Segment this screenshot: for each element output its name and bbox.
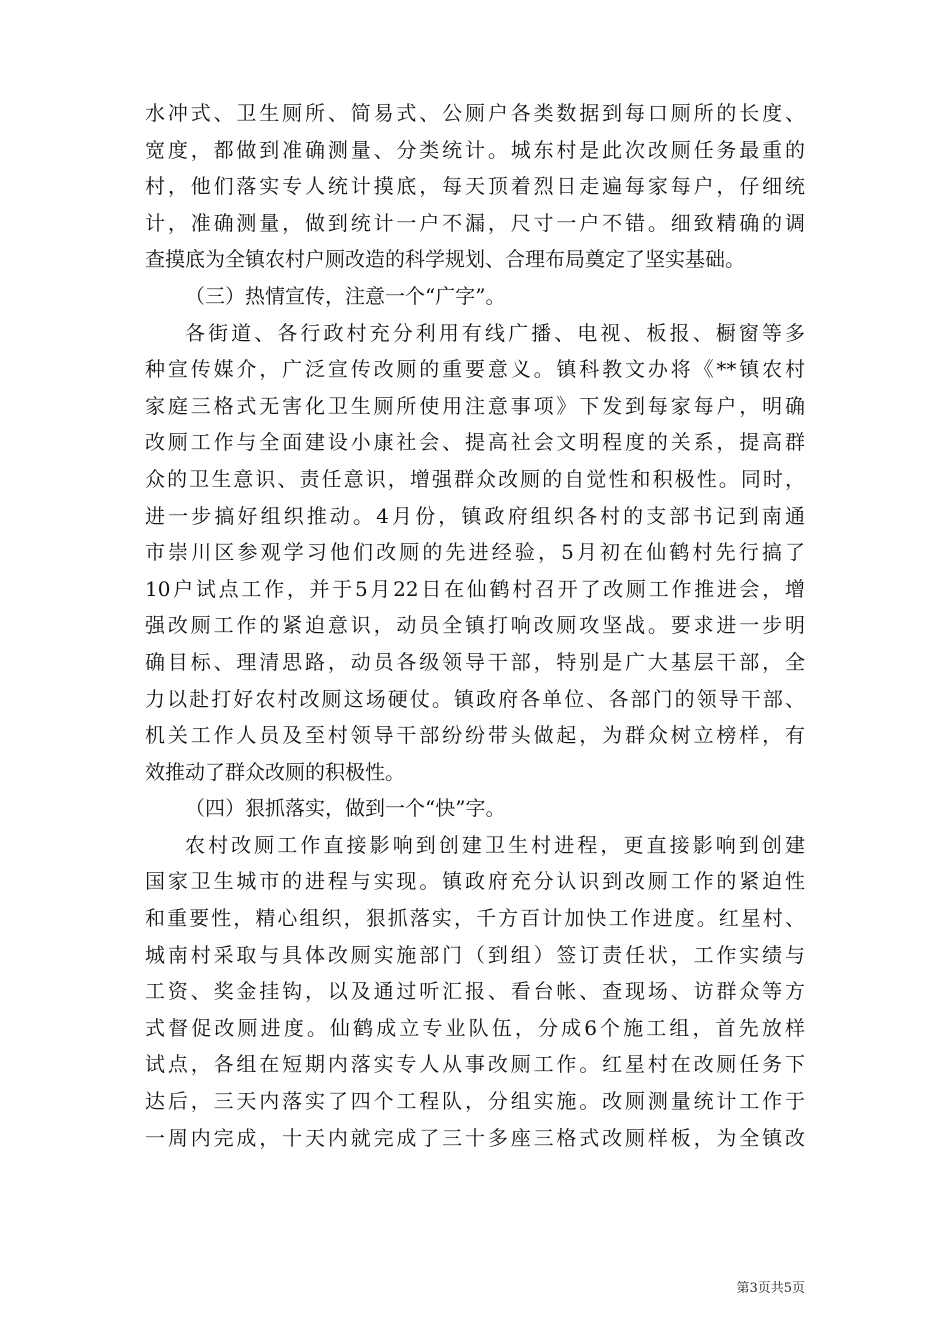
paragraph-line: 10户试点工作，并于5月22日在仙鹤村召开了改厕工作推进会，增 — [145, 576, 805, 601]
section-heading: （四）狠抓落实，做到一个“快”字。 — [185, 796, 506, 821]
paragraph-line: 确目标、理清思路，动员各级领导干部，特别是广大基层干部，全 — [145, 649, 805, 674]
paragraph-line: 家庭三格式无害化卫生厕所使用注意事项》下发到每家每户，明确 — [145, 393, 805, 418]
paragraph-line: 众的卫生意识、责任意识，增强群众改厕的自觉性和积极性。同时， — [145, 466, 805, 491]
paragraph-line: 村，他们落实专人统计摸底，每天顶着烈日走遍每家每户，仔细统 — [145, 174, 805, 199]
paragraph-line: 和重要性，精心组织，狠抓落实，千方百计加快工作进度。红星村、 — [145, 906, 805, 931]
paragraph-line: 计，准确测量，做到统计一户不漏，尺寸一户不错。细致精确的调 — [145, 210, 805, 235]
paragraph-line: 宽度，都做到准确测量、分类统计。城东村是此次改厕任务最重的 — [145, 137, 805, 162]
paragraph-line: 达后，三天内落实了四个工程队，分组实施。改厕测量统计工作于 — [145, 1089, 805, 1114]
page-number: 第3页共5页 — [736, 1281, 805, 1296]
paragraph-line: 种宣传媒介，广泛宣传改厕的重要意义。镇科教文办将《**镇农村 — [145, 357, 805, 382]
paragraph-line: 改厕工作与全面建设小康社会、提高社会文明程度的关系，提高群 — [145, 430, 805, 455]
paragraph-line: 城南村采取与具体改厕实施部门（到组）签订责任状，工作实绩与 — [145, 942, 805, 967]
paragraph-line: 试点，各组在短期内落实专人从事改厕工作。红星村在改厕任务下 — [145, 1052, 805, 1077]
paragraph-line: 机关工作人员及至村领导干部纷纷带头做起，为群众树立榜样，有 — [145, 723, 805, 748]
paragraph-line: 市崇川区参观学习他们改厕的先进经验，5月初在仙鹤村先行搞了 — [145, 540, 805, 565]
paragraph-line: 国家卫生城市的进程与实现。镇政府充分认识到改厕工作的紧迫性 — [145, 869, 805, 894]
paragraph-line: 一周内完成，十天内就完成了三十多座三格式改厕样板，为全镇改 — [145, 1125, 805, 1150]
paragraph-line: 效推动了群众改厕的积极性。 — [145, 759, 405, 784]
paragraph-line: 式督促改厕进度。仙鹤成立专业队伍，分成6个施工组，首先放样 — [145, 1015, 805, 1040]
paragraph-line: 各街道、各行政村充分利用有线广播、电视、板报、橱窗等多 — [185, 320, 805, 345]
paragraph-line: 农村改厕工作直接影响到创建卫生村进程，更直接影响到创建 — [185, 832, 805, 857]
section-heading: （三）热情宣传，注意一个“广字”。 — [185, 283, 506, 308]
paragraph-line: 查摸底为全镇农村户厕改造的科学规划、合理布局奠定了坚实基础。 — [145, 247, 745, 272]
paragraph-line: 工资、奖金挂钩，以及通过听汇报、看台帐、查现场、访群众等方 — [145, 979, 805, 1004]
paragraph-line: 进一步搞好组织推动。4月份，镇政府组织各村的支部书记到南通 — [145, 503, 805, 528]
body-text — [145, 95, 805, 1156]
paragraph-line: 强改厕工作的紧迫意识，动员全镇打响改厕攻坚战。要求进一步明 — [145, 613, 805, 638]
paragraph-line: 力以赴打好农村改厕这场硬仗。镇政府各单位、各部门的领导干部、 — [145, 686, 805, 711]
paragraph-line: 水冲式、卫生厕所、简易式、公厕户各类数据到每口厕所的长度、 — [145, 101, 805, 125]
